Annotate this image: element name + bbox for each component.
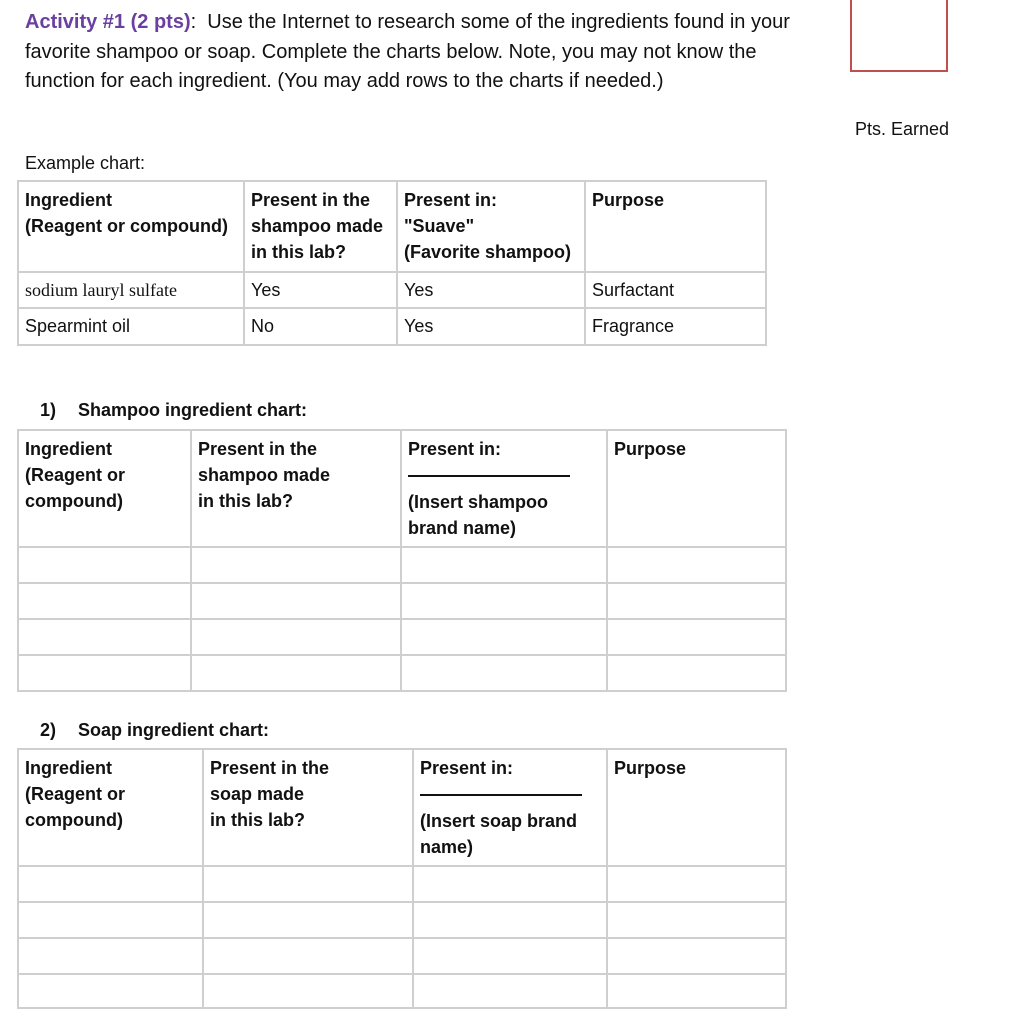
empty-cell[interactable] [18,619,191,655]
section-number: 1) [40,400,57,420]
table-row [18,583,786,619]
header-line: Ingredient [25,190,113,210]
empty-cell[interactable] [413,938,607,974]
header-line: shampoo made [198,465,331,485]
header-line: (Reagent or [25,465,126,485]
shampoo-chart-title [40,400,307,421]
empty-cell[interactable] [18,902,203,938]
empty-cell[interactable] [191,583,401,619]
empty-cell[interactable] [191,655,401,691]
table-row [18,308,766,345]
section-number: 2) [40,720,57,740]
header-line: Purpose [614,439,687,459]
header-line: compound) [25,491,123,511]
example-chart-label: Example chart: [25,153,146,173]
empty-cell[interactable] [607,938,786,974]
brand-name-blank[interactable] [420,794,582,796]
table-row [18,547,786,583]
cell-present-favorite: Yes [397,308,585,345]
table-header-row [18,749,786,866]
header-line: Ingredient [25,758,113,778]
table-row [18,272,766,308]
header-line: in this lab? [198,491,294,511]
example-chart [17,180,767,346]
table-row [18,655,786,691]
empty-cell[interactable] [191,547,401,583]
header-line: Present in: [404,190,498,210]
header-line: "Suave" [404,216,475,236]
table-row [18,974,786,1008]
header-ingredient [18,430,191,547]
header-line: Purpose [592,190,665,210]
table-row [18,902,786,938]
cell-present-lab: Yes [244,272,397,308]
header-present-lab [244,181,397,272]
empty-cell[interactable] [401,547,607,583]
empty-cell[interactable] [401,655,607,691]
empty-cell[interactable] [607,655,786,691]
empty-cell[interactable] [607,974,786,1008]
empty-cell[interactable] [18,547,191,583]
header-present-lab [203,749,413,866]
activity-title: Activity #1 (2 pts) [25,11,191,33]
cell-ingredient: Spearmint oil [18,308,244,345]
section-title: Shampoo ingredient chart: [78,400,308,420]
empty-cell[interactable] [203,974,413,1008]
header-present-brand [401,430,607,547]
table-row [18,866,786,902]
table-row [18,619,786,655]
empty-cell[interactable] [18,974,203,1008]
empty-cell[interactable] [607,902,786,938]
header-line: Present in the [251,190,371,210]
header-present-brand [413,749,607,866]
soap-chart-title [40,720,269,741]
section-title: Soap ingredient chart: [78,720,270,740]
cell-purpose: Surfactant [585,272,766,308]
header-line: soap made [210,784,305,804]
empty-cell[interactable] [607,866,786,902]
header-line: name) [420,837,474,857]
header-line: Present in: [408,439,502,459]
header-present-favorite [397,181,585,272]
header-line: (Insert soap brand [420,811,578,831]
header-line: compound) [25,810,123,830]
empty-cell[interactable] [413,974,607,1008]
empty-cell[interactable] [203,938,413,974]
header-line: shampoo made [251,216,384,236]
cell-ingredient: sodium lauryl sulfate [18,272,244,308]
empty-cell[interactable] [401,583,607,619]
header-line: Purpose [614,758,687,778]
header-line: (Favorite shampoo) [404,242,572,262]
header-line: brand name) [408,518,517,538]
header-line: Present in the [210,758,330,778]
cell-present-favorite: Yes [397,272,585,308]
cell-purpose: Fragrance [585,308,766,345]
empty-cell[interactable] [413,866,607,902]
header-line: Present in: [420,758,514,778]
points-label: Pts. Earned [855,119,950,139]
points-box[interactable] [850,0,948,72]
header-line: (Reagent or [25,784,126,804]
title-colon: : [190,11,197,33]
header-line: Ingredient [25,439,113,459]
empty-cell[interactable] [607,583,786,619]
header-ingredient [18,181,244,272]
empty-cell[interactable] [18,655,191,691]
cell-present-lab: No [244,308,397,345]
header-line: (Insert shampoo [408,492,549,512]
empty-cell[interactable] [401,619,607,655]
empty-cell[interactable] [203,866,413,902]
shampoo-ingredient-chart [17,429,787,692]
header-line: Present in the [198,439,318,459]
header-purpose [607,749,786,866]
header-line: in this lab? [251,242,347,262]
brand-name-blank[interactable] [408,475,570,477]
header-ingredient [18,749,203,866]
header-purpose [607,430,786,547]
table-header-row [18,430,786,547]
empty-cell[interactable] [18,866,203,902]
empty-cell[interactable] [203,902,413,938]
empty-cell[interactable] [413,902,607,938]
empty-cell[interactable] [18,583,191,619]
header-purpose [585,181,766,272]
empty-cell[interactable] [607,547,786,583]
empty-cell[interactable] [607,619,786,655]
soap-ingredient-chart [17,748,787,1009]
table-row [18,938,786,974]
table-header-row [18,181,766,272]
empty-cell[interactable] [191,619,401,655]
activity-intro [25,8,815,97]
header-line: (Reagent or compound) [25,216,228,236]
header-line: in this lab? [210,810,306,830]
empty-cell[interactable] [18,938,203,974]
activity-instructions: Use the Internet to research some of the ingredients found in your favorite shampoo or soap. Complete the charts below. Note, you may not know the function for each ingredient. (You may add rows to the charts if needed.) [25,11,790,92]
header-present-lab [191,430,401,547]
